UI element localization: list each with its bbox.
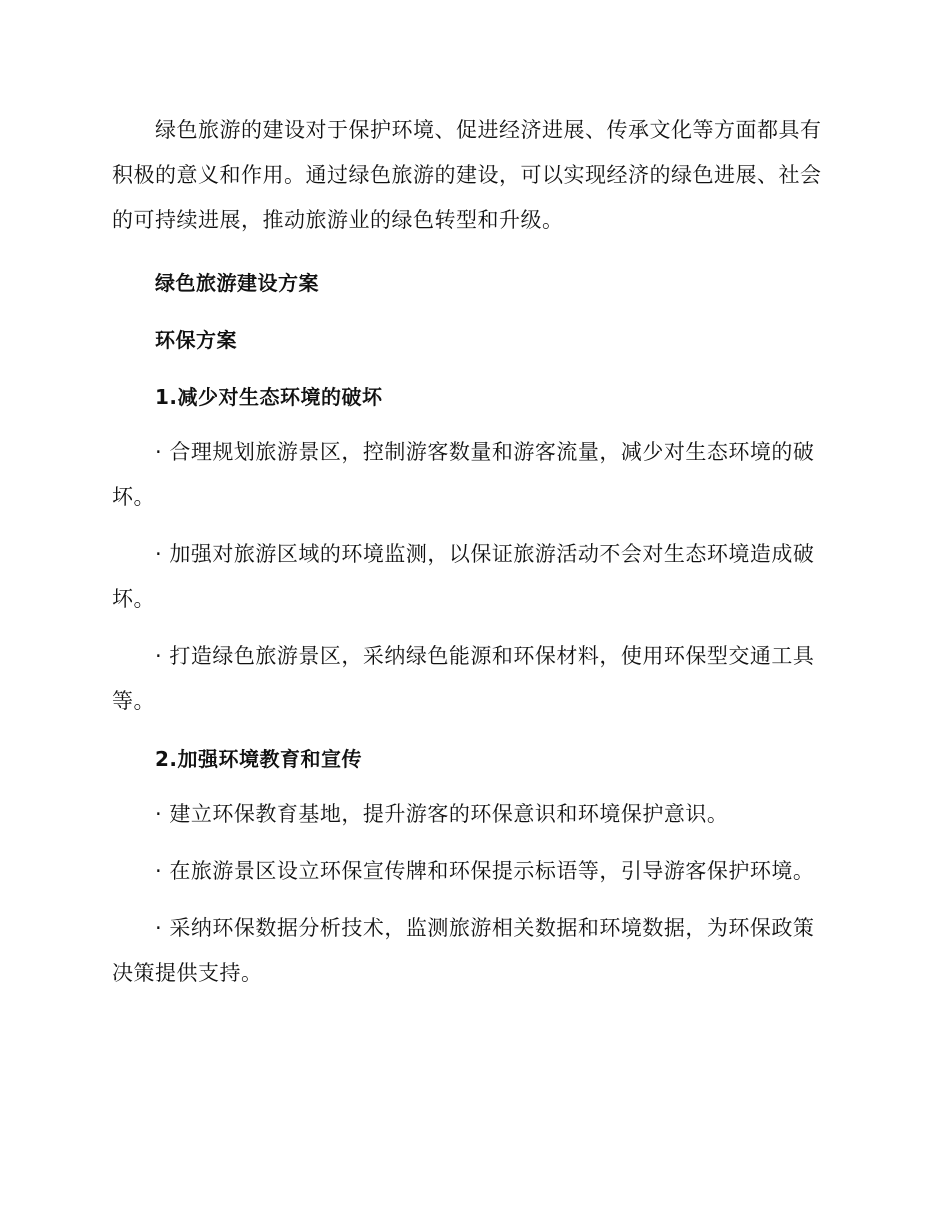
section-1-item-3: · 打造绿色旅游景区，采纳绿色能源和环保材料，使用环保型交通工具等。 <box>112 644 815 713</box>
document-page <box>112 108 830 996</box>
plan-title: 绿色旅游建设方案 <box>155 271 319 295</box>
section-2-item-2: · 在旅游景区设立环保宣传牌和环保提示标语等，引导游客保护环境。 <box>155 859 815 883</box>
section-1-item-1: · 合理规划旅游景区，控制游客数量和游客流量，减少对生态环境的破坏。 <box>112 440 815 509</box>
section-heading-2: 2.加强环境教育和宣传 <box>155 747 363 771</box>
plan-subtitle: 环保方案 <box>155 328 237 352</box>
section-2-item-3: · 采纳环保数据分析技术，监测旅游相关数据和环境数据，为环保政策决策提供支持。 <box>112 916 815 985</box>
intro-paragraph: 绿色旅游的建设对于保护环境、促进经济进展、传承文化等方面都具有积极的意义和作用。通过绿色旅游的建设，可以实现经济的绿色进展、社会的可持续进展，推动旅游业的绿色转型和升级。 <box>112 118 822 232</box>
section-2-item-1: · 建立环保教育基地，提升游客的环保意识和环境保护意识。 <box>155 802 729 826</box>
section-1-item-2: · 加强对旅游区域的环境监测，以保证旅游活动不会对生态环境造成破坏。 <box>112 542 815 611</box>
section-heading-1: 1.减少对生态环境的破坏 <box>155 385 383 409</box>
